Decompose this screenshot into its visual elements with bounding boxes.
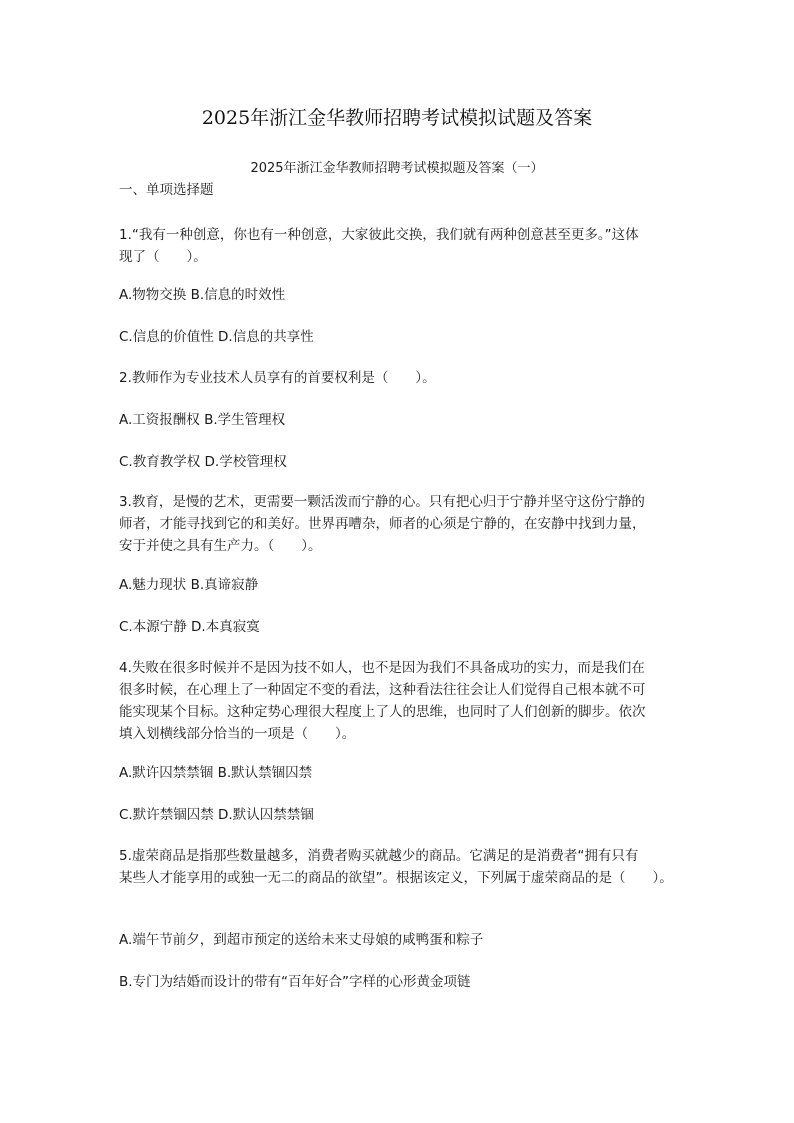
question-2-option-line: C.教育教学权 D.学校管理权: [119, 454, 287, 470]
question-2-option-line: A.工资报酬权 B.学生管理权: [119, 412, 286, 428]
stem-line: 师者，才能寻找到它的和美好。世界再嘈杂，师者的心须是宁静的，在安静中找到力量，: [119, 516, 646, 532]
question-5-stem: [119, 845, 699, 889]
question-1-option-line: A.物物交换 B.信息的时效性: [119, 287, 286, 303]
document-title: 2025年浙江金华教师招聘考试模拟试题及答案: [201, 107, 593, 129]
question-2-stem: 2.教师作为专业技术人员享有的首要权利是（ ）。: [119, 370, 436, 386]
question-1-option-line: C.信息的价值性 D.信息的共享性: [119, 329, 314, 345]
stem-line: 填入划横线部分恰当的一项是（ ）。: [119, 726, 356, 742]
stem-line: 能实现某个目标。这种定势心理很大程度上了人的思维，也同时了人们创新的脚步。依次: [119, 704, 646, 720]
stem-line: 1.“我有一种创意，你也有一种创意，大家彼此交换，我们就有两种创意甚至更多。”这体: [119, 227, 639, 243]
question-5-option-line: A.端午节前夕，到超市预定的送给未来丈母娘的咸鸭蛋和粽子: [119, 932, 484, 948]
stem-line: 5.虚荣商品是指那些数量越多，消费者购买就越少的商品。它满足的是消费者“拥有只有: [119, 848, 639, 864]
stem-line: 3.教育，是慢的艺术，更需要一颗活泼而宁静的心。只有把心归于宁静并坚守这份宁静的: [119, 494, 645, 510]
question-3-stem: [119, 491, 679, 557]
stem-line: 某些人才能享用的或独一无二的商品的欲望”。根据该定义，下列属于虚荣商品的是（ ）。: [119, 870, 673, 886]
question-3-option-line: A.魅力现状 B.真谛寂静: [119, 577, 259, 593]
question-5-option-line: B.专门为结婚而设计的带有“百年好合”字样的心形黄金项链: [119, 974, 471, 990]
question-1-stem: [119, 224, 679, 268]
stem-line: 安于并使之具有生产力。（ ）。: [119, 538, 322, 554]
document-subtitle: 2025年浙江金华教师招聘考试模拟题及答案（一）: [250, 161, 544, 176]
stem-line: 4.失败在很多时候并不是因为技不如人，也不是因为我们不具备成功的实力，而是我们在: [119, 660, 645, 676]
stem-line: 很多时候，在心理上了一种固定不变的看法，这种看法往往会让人们觉得自己根本就不可: [119, 682, 646, 698]
question-4-option-line: C.默许禁锢囚禁 D.默认囚禁禁锢: [119, 807, 314, 823]
question-3-option-line: C.本源宁静 D.本真寂寞: [119, 619, 260, 635]
question-4-option-line: A.默许囚禁禁锢 B.默认禁锢囚禁: [119, 765, 313, 781]
section-heading: 一、单项选择题: [119, 182, 214, 198]
stem-line: 现了（ ）。: [119, 249, 207, 265]
question-4-stem: [119, 657, 679, 745]
